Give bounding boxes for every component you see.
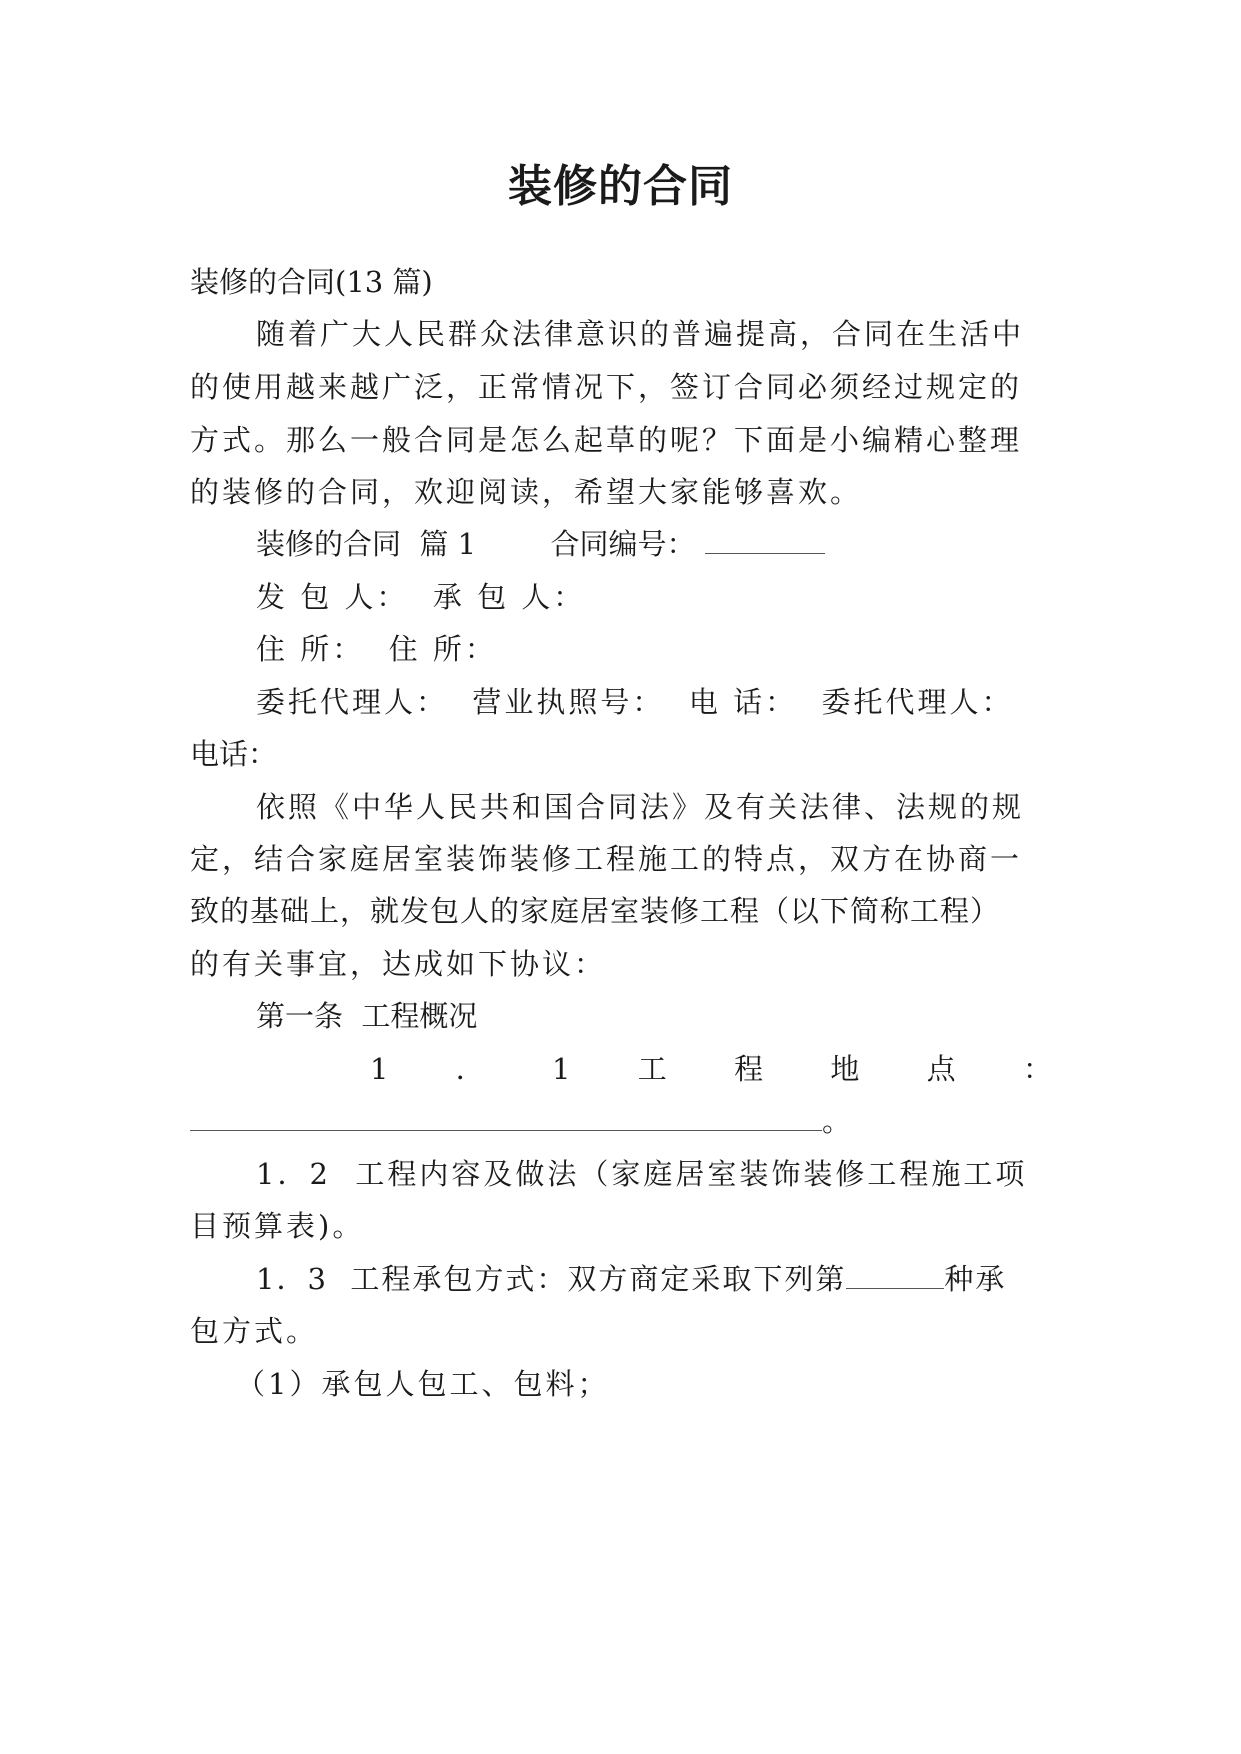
item-1-3-continuation: 包方式。 (190, 1314, 319, 1348)
item-1-1-char: 点 (926, 1052, 956, 1086)
item-1-1-char: ： (1022, 1052, 1052, 1086)
item-1-1-row (190, 1049, 1060, 1089)
item-1-1-char: 1 (370, 1052, 389, 1086)
item-1-3-prefix: 1．3 工程承包方式：双方商定采取下列第 (256, 1262, 847, 1296)
item-1-3-row (190, 1259, 1060, 1299)
basis-line-2: 定，结合家庭居室装饰装修工程施工的特点，双方在协商一 (190, 842, 1023, 876)
item-1-1-blank-row (190, 1101, 1060, 1141)
item-1-2-line-1: 1．2 工程内容及做法（家庭居室装饰装修工程施工项 (256, 1157, 1028, 1191)
item-1-1-char: 工 (637, 1052, 667, 1086)
method-blank (846, 1262, 944, 1289)
document-title: 装修的合同 (508, 161, 733, 212)
location-blank (190, 1104, 822, 1131)
item-1-2-line-2: 目预算表)。 (190, 1209, 365, 1243)
article-1-heading: 第一条 工程概况 (256, 999, 478, 1033)
basis-line-4: 的有关事宜，达成如下协议： (190, 947, 607, 981)
basis-line-3: 致的基础上，就发包人的家庭居室装修工程（以下简称工程） (190, 894, 1001, 928)
item-1-1-char: 地 (830, 1052, 860, 1086)
piece-heading: 装修的合同 篇 1 (256, 527, 477, 561)
item-1-1-end: 。 (822, 1104, 852, 1138)
intro-line-2: 的使用越来越广泛，正常情况下，签订合同必须经过规定的 (190, 370, 1023, 404)
intro-line-3: 方式。那么一般合同是怎么起草的呢？下面是小编精心整理 (190, 423, 1023, 457)
option-1: （1）承包人包工、包料； (236, 1367, 610, 1401)
item-1-1-char: ． (455, 1052, 485, 1086)
contract-number-blank (705, 527, 825, 554)
piece-heading-row (190, 524, 1060, 564)
item-1-3-suffix: 种承 (944, 1262, 1007, 1296)
parties-line: 发 包 人： 承 包 人： (256, 580, 586, 614)
item-1-1-char: 1 (552, 1052, 571, 1086)
agent-line: 委托代理人： 营业执照号： 电 话： 委托代理人： (256, 685, 1014, 719)
basis-line-1: 依照《中华人民共和国合同法》及有关法律、法规的规 (256, 790, 1025, 824)
item-1-1-char: 程 (734, 1052, 764, 1086)
phone-line: 电话： (190, 737, 278, 771)
intro-line-4: 的装修的合同，欢迎阅读，希望大家能够喜欢。 (190, 475, 863, 509)
intro-line-1: 随着广大人民群众法律意识的普遍提高，合同在生活中 (256, 317, 1025, 351)
document-subtitle: 装修的合同(13 篇) (190, 265, 433, 299)
address-line: 住 所： 住 所： (256, 632, 497, 666)
contract-number-label: 合同编号： (550, 527, 696, 561)
